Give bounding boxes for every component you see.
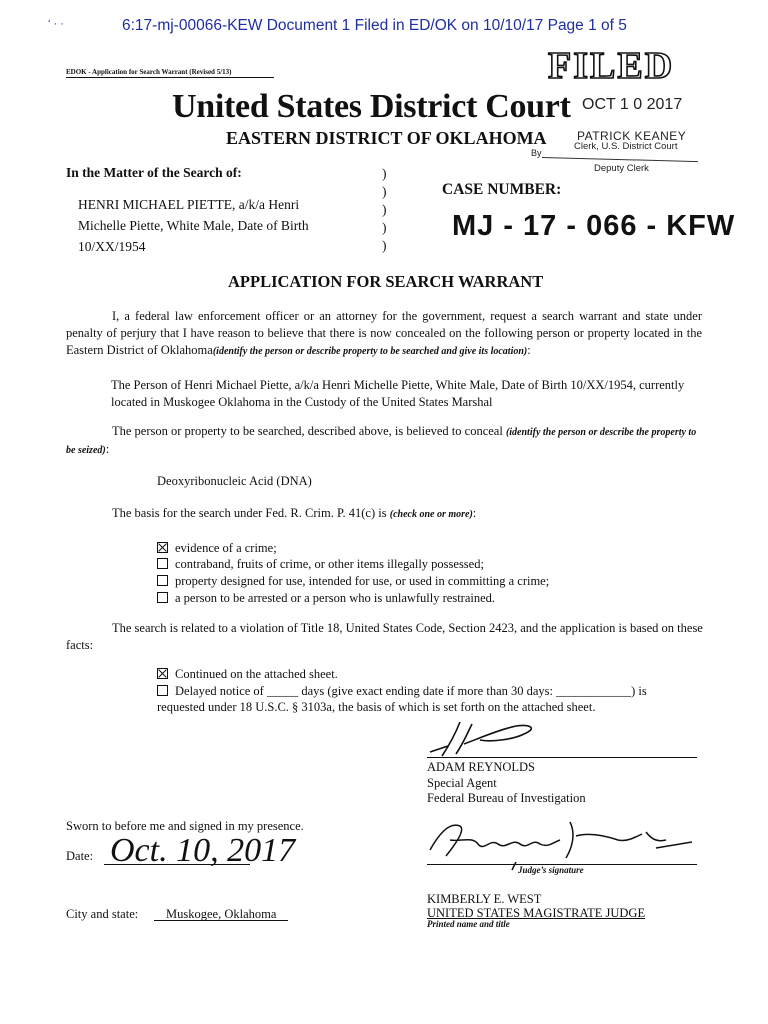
checkbox-checked-icon[interactable] [157,542,168,553]
clerk-title: Clerk, U.S. District Court [574,141,678,152]
basis-option-contraband[interactable] [157,556,484,573]
deputy-label: Deputy Clerk [594,163,649,174]
matter-line-1: HENRI MICHAEL PIETTE, a/k/a Henri [78,197,300,212]
basis-option-property[interactable] [157,573,549,590]
bracket: ) [382,202,387,217]
judge-signature-label: Judge’s signature [518,865,584,875]
paragraph-intro [66,308,702,360]
court-title: United States District Court [172,88,571,125]
printed-name-label: Printed name and title [427,919,510,929]
case-number-label: CASE NUMBER: [442,181,562,198]
basis-option-label: a person to be arrested or a person who is unlawfully restrained. [175,591,496,605]
date-value-handwritten: Oct. 10, 2017 [110,832,296,869]
basis-option-evidence[interactable] [157,540,277,557]
judge-signature [420,812,700,872]
judge-name: KIMBERLY E. WEST [427,892,542,906]
form-id: EDOK - Application for Search Warrant (Revised 5/13) [66,68,232,76]
delayed-notice-option[interactable] [157,683,647,700]
basis-option-label: evidence of a crime; [175,541,277,555]
judge-title: UNITED STATES MAGISTRATE JUDGE [427,906,646,920]
margin-marks: ‘ · · [48,18,64,30]
paragraph-intro-colon: : [527,343,531,357]
violation-statement: The search is related to a violation of Title 18, United States Code, Section 2423, and the application is based on these facts: [66,621,703,652]
bracket: ) [382,166,387,181]
bracket: ) [382,184,387,199]
basis-option-label: property designed for use, intended for use, or used in committing a crime; [175,574,550,588]
continued-label: Continued on the attached sheet. [175,667,338,681]
delayed-notice-text: Delayed notice of _____ days (give exact ending date if more than 30 days: ____________) is [175,684,647,698]
paragraph-conceal-instruction: (identify the person or describe the property to be seized) [66,427,697,456]
basis-text: The basis for the search under Fed. R. Crim. P. 41(c) is [112,506,390,520]
basis-option-person[interactable] [157,590,495,607]
person-description: The Person of Henri Michael Piette, a/k/a Henri Michelle Piette, White Male, Date of Birth 10/XX/1954, currently located in Muskogee Oklahoma in the Custody of the United States Marshal [111,378,685,409]
matter-line-3: 10/XX/1954 [78,239,146,254]
paragraph-intro-text: I, a federal law enforcement officer or an attorney for the government, request a search warrant and state under penalty of perjury that I have reason to believe that there is now concealed on the following person or property located in the Eastern District of Oklahoma [66,309,702,357]
agent-signature [420,716,560,758]
paragraph-conceal [66,423,706,459]
bracket: ) [382,220,387,235]
court-district: EASTERN DISTRICT OF OKLAHOMA [226,128,547,148]
received-date-stamp: OCT 1 0 2017 [582,96,683,113]
agent-agency: Federal Bureau of Investigation [427,791,586,805]
checkbox-icon[interactable] [157,558,168,569]
clerk-name: PATRICK KEANEY [577,129,687,143]
matter-heading: In the Matter of the Search of: [66,165,242,180]
filed-stamp [546,44,698,84]
basis-option-label: contraband, fruits of crime, or other items illegally possessed; [175,557,484,571]
delayed-notice-line-2: requested under 18 U.S.C. § 3103a, the basis of which is set forth on the attached sheet. [157,700,596,714]
checkbox-icon[interactable] [157,685,168,696]
paragraph-conceal-colon: : [105,442,110,456]
case-number-value: MJ - 17 - 066 - KFW [452,210,736,242]
matter-line-2: Michelle Piette, White Male, Date of Birth [78,218,309,233]
agent-name: ADAM REYNOLDS [427,760,535,774]
paragraph-intro-instruction: (identify the person or describe property to be searched and give its location) [212,346,528,357]
paragraph-conceal-text: The person or property to be searched, described above, is believed to conceal [112,424,506,438]
agent-title: Special Agent [427,776,497,790]
city-state-label: City and state: [66,907,139,921]
date-line [104,864,250,865]
checkbox-checked-icon[interactable] [157,668,168,679]
checkbox-icon[interactable] [157,592,168,603]
items-to-seize: Deoxyribonucleic Acid (DNA) [157,474,312,488]
basis-instruction: (check one or more) [389,509,473,520]
checkbox-icon[interactable] [157,575,168,586]
city-state-value: Muskogee, Oklahoma [166,907,277,921]
form-id-rule [66,77,274,78]
filed-stamp-text: FILED [548,45,675,84]
application-title: APPLICATION FOR SEARCH WARRANT [228,272,544,291]
date-label: Date: [66,849,94,863]
continued-option[interactable] [157,666,338,683]
basis-colon: : [472,506,477,520]
sworn-statement: Sworn to before me and signed in my presence. [66,819,304,833]
deputy-line [542,157,698,162]
basis-statement [112,505,476,523]
by-label: By [531,148,542,158]
city-state-line [154,920,288,921]
agent-signature-line [427,757,697,758]
bracket: ) [382,238,387,253]
ecf-header: 6:17-mj-00066-KEW Document 1 Filed in ED/OK on 10/10/17 Page 1 of 5 [122,17,627,34]
